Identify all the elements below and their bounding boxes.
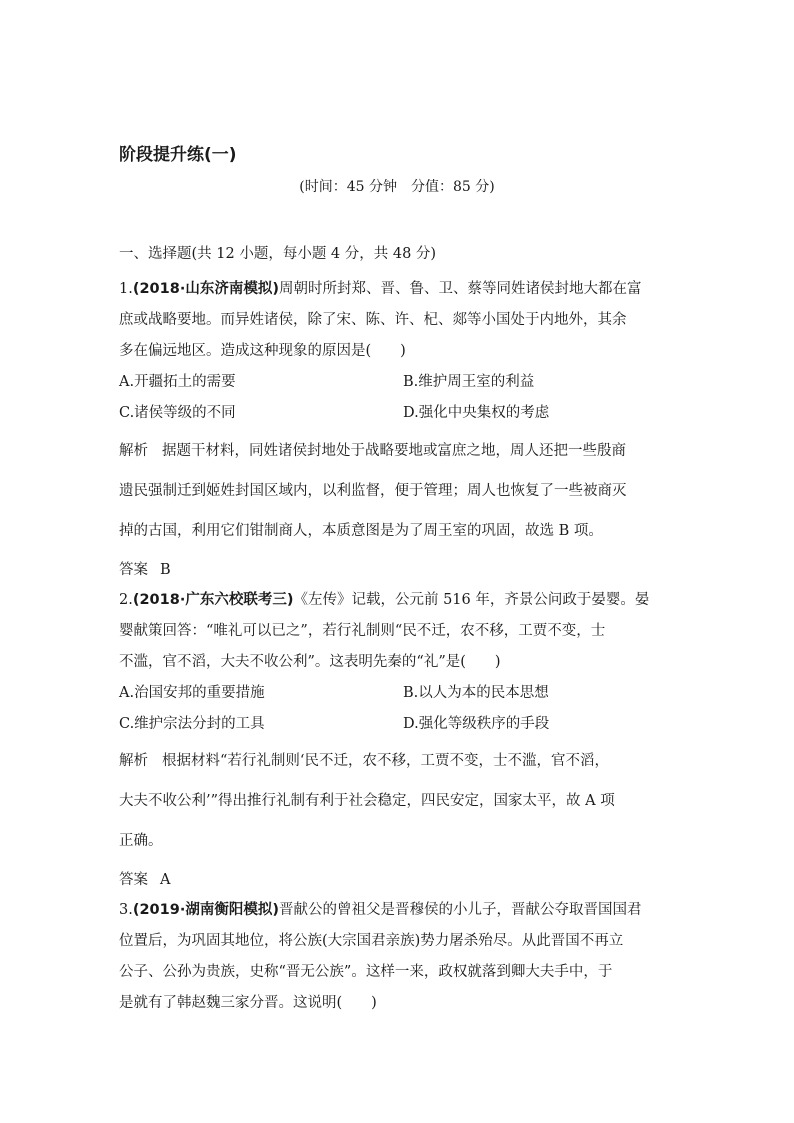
question-2-option-b: B.以人为本的民本思想 — [403, 685, 549, 701]
question-2-option-a: A.治国安邦的重要措施 — [119, 685, 265, 701]
question-source: (2018·广东六校联考三) — [132, 592, 294, 608]
question-number: 2. — [119, 592, 133, 608]
question-2-option-c: C.维护宗法分封的工具 — [119, 716, 265, 732]
question-2-line-1 — [119, 590, 649, 610]
question-1-option-d: D.强化中央集权的考虑 — [403, 405, 550, 421]
question-3-line-3: 公子、公孙为贵族，史称“晋无公族”。这样一来，政权就落到卿大夫手中，于 — [119, 964, 613, 980]
question-1-line-2: 庶或战略要地。而异姓诸侯，除了宋、陈、许、杞、郯等小国处于内地外，其余 — [119, 312, 627, 328]
question-2-option-d: D.强化等级秩序的手段 — [403, 716, 550, 732]
question-1-analysis-line-3: 掉的古国，利用它们钳制商人，本质意图是为了周王室的巩固，故选 B 项。 — [119, 523, 603, 539]
answer-value: B — [160, 562, 171, 578]
question-text: 周朝时所封郑、晋、鲁、卫、蔡等同姓诸侯封地大都在富 — [278, 281, 642, 297]
question-1-analysis-line-2: 遗民强制迁到姬姓封国区域内，以利监督，便于管理；周人也恢复了一些被商灭 — [119, 483, 627, 499]
question-text: 《左传》记载，公元前 516 年，齐景公问政于晏婴。晏 — [293, 592, 650, 608]
question-1-option-b: B.维护周王室的利益 — [403, 374, 535, 390]
question-2-analysis-line-1 — [119, 751, 609, 771]
question-2-analysis-line-3: 正确。 — [119, 833, 163, 849]
question-2-line-2: 婴献策回答：“唯礼可以已之”，若行礼制则“民不迁，农不移，工贾不变，士 — [119, 623, 606, 639]
analysis-text: 根据材料“若行礼制则‘民不迁，农不移，工贾不变，士不滥，官不滔， — [162, 753, 610, 769]
question-number: 3. — [119, 902, 133, 918]
answer-label: 答案 — [119, 562, 148, 578]
question-1-option-c: C.诸侯等级的不同 — [119, 405, 236, 421]
question-2-answer — [119, 870, 170, 890]
question-text: 晋献公的曾祖父是晋穆侯的小儿子，晋献公夺取晋国国君 — [278, 902, 642, 918]
answer-label: 答案 — [119, 872, 148, 888]
question-3-line-1 — [119, 900, 641, 920]
question-2-analysis-line-2: 大夫不收公利’”得出推行礼制有利于社会稳定，四民安定，国家太平，故 A 项 — [119, 793, 615, 809]
analysis-text: 据题干材料，同姓诸侯封地处于战略要地或富庶之地，周人还把一些殷商 — [162, 443, 626, 459]
question-1-analysis-line-1 — [119, 441, 626, 461]
question-3-line-2: 位置后，为巩固其地位，将公族(大宗国君亲族)势力屠杀殆尽。从此晋国不再立 — [119, 933, 624, 949]
analysis-label: 解析 — [119, 443, 148, 459]
question-1-line-1 — [119, 279, 641, 299]
question-1-option-a: A.开疆拓土的需要 — [119, 374, 236, 390]
question-1-answer — [119, 560, 171, 580]
question-number: 1. — [119, 281, 133, 297]
section-heading: 一、选择题(共 12 小题，每小题 4 分，共 48 分) — [119, 246, 437, 262]
question-source: (2019·湖南衡阳模拟) — [132, 902, 279, 918]
question-1-line-3: 多在偏远地区。造成这种现象的原因是( ) — [119, 343, 406, 359]
page-title: 阶段提升练(一) — [119, 145, 237, 165]
analysis-label: 解析 — [119, 753, 148, 769]
question-source: (2018·山东济南模拟) — [132, 281, 279, 297]
question-3-line-4: 是就有了韩赵魏三家分晋。这说明( ) — [119, 995, 377, 1011]
question-2-line-3: 不滥，官不滔，大夫不收公利”。这表明先秦的“礼”是( ) — [119, 654, 501, 670]
time-score-info: (时间：45 分钟 分值：85 分) — [299, 179, 495, 195]
answer-value: A — [160, 872, 171, 888]
